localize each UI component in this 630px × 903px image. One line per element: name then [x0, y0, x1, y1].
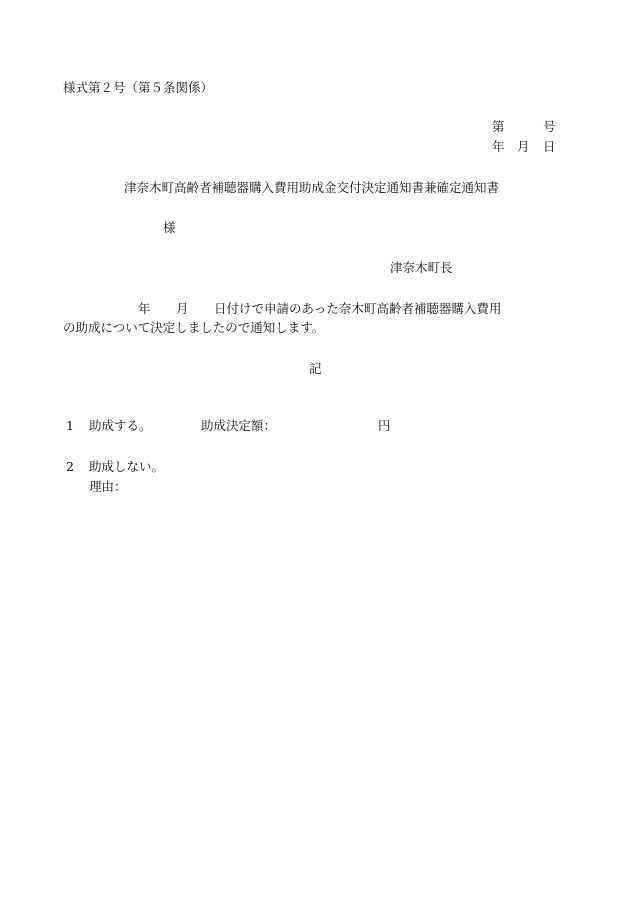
body-line2-text: の助成について決定しましたので通知します。	[63, 320, 325, 335]
document-number-suffix: 号	[543, 119, 556, 134]
recipient-honorific: 様	[163, 220, 176, 235]
document-number-prefix: 第	[492, 119, 505, 134]
item-2-reason-label: 理由：	[89, 479, 127, 494]
item-2-label: 助成しない。	[89, 459, 165, 474]
date-year-label: 年	[492, 139, 505, 154]
date-month-label: 月	[517, 139, 530, 154]
item-1-label: 助成する。	[89, 418, 152, 433]
body-line1-text: 日付けで申請のあった奈木町高齢者補聴器購入費用	[214, 301, 502, 316]
ki-label: 記	[309, 361, 322, 376]
body-month-label: 月	[176, 301, 189, 316]
item-1-number: 1	[66, 418, 74, 433]
sender-name: 津奈木町長	[390, 260, 453, 275]
form-number: 様式第２号（第５条関係）	[63, 80, 214, 95]
item-1-amount-label: 助成決定額：	[201, 418, 277, 433]
document-title: 津奈木町高齢者補聴器購入費用助成金交付決定通知書兼確定通知書	[124, 180, 500, 195]
item-2-number: 2	[66, 459, 74, 474]
date-day-label: 日	[543, 139, 556, 154]
item-1-amount-unit: 円	[378, 418, 391, 433]
body-year-label: 年	[138, 301, 151, 316]
